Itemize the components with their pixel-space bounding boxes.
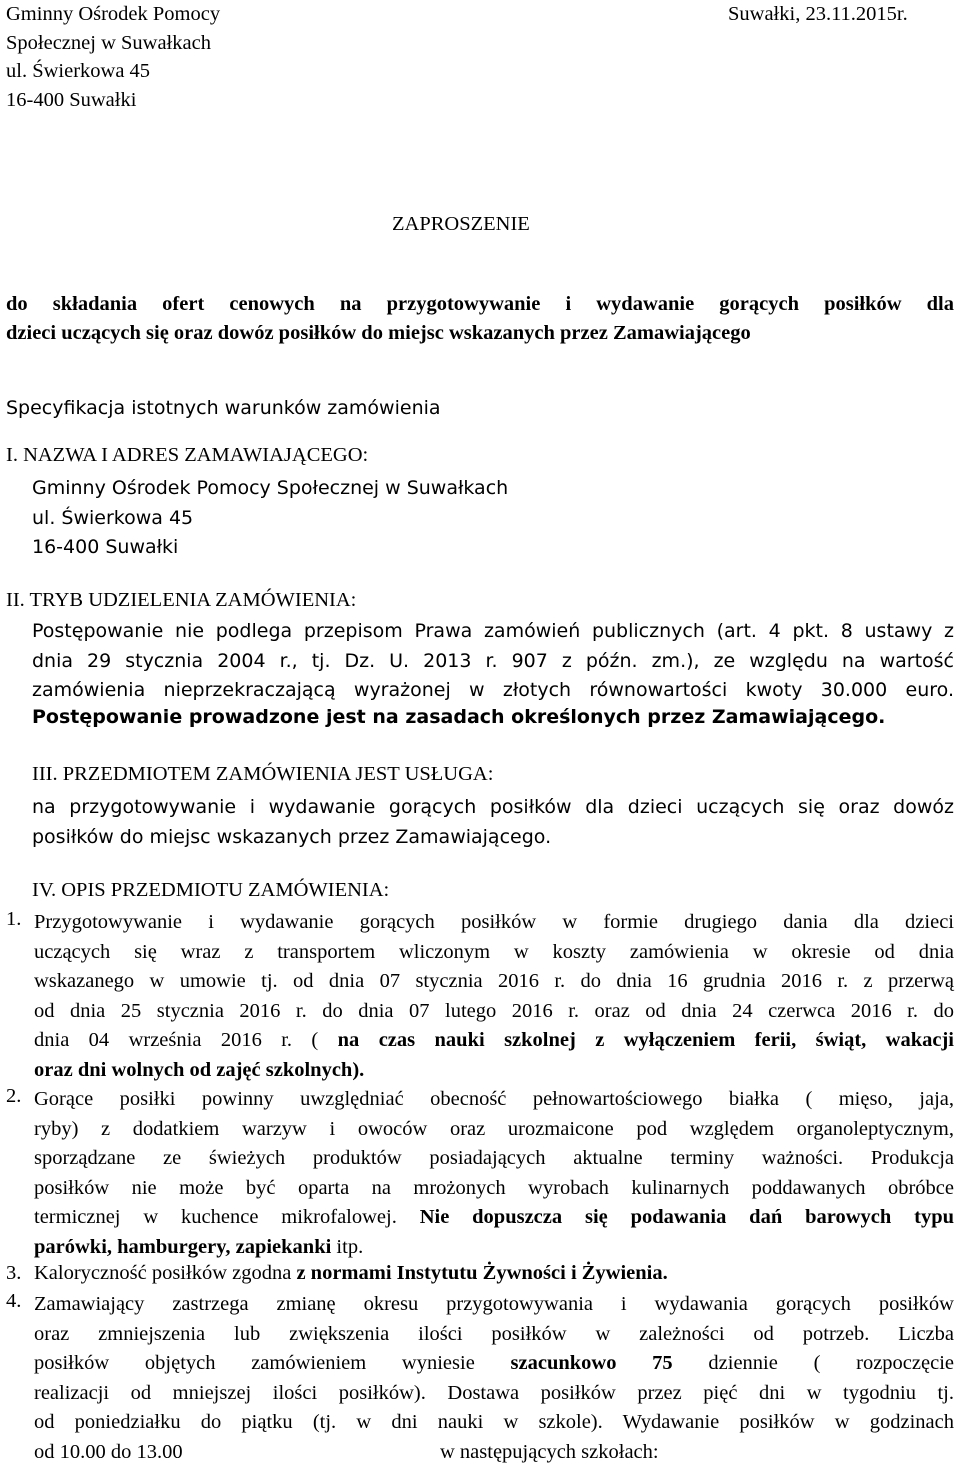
section-3-heading: III. PRZEDMIOTEM ZAMÓWIENIA JEST USŁUGA:: [32, 763, 493, 786]
item-2-body: [34, 1085, 954, 1262]
body-line: [34, 1026, 954, 1056]
body-line: posiłków do miejsc wskazanych przez Zamawiającego.: [32, 823, 954, 853]
place-date: Suwałki, 23.11.2015r.: [728, 0, 908, 29]
sender-address: [6, 0, 220, 114]
body-text: dnia 04 września 2016 r. (: [34, 1029, 318, 1051]
body-line: [34, 1349, 954, 1379]
section-2-heading: II. TRYB UDZIELENIA ZAMÓWIENIA:: [6, 589, 356, 612]
address-line: ul. Świerkowa 45: [32, 504, 508, 534]
sender-line: Gminny Ośrodek Pomocy: [6, 0, 220, 29]
address-line: Gminny Ośrodek Pomocy Społecznej w Suwałkach: [32, 474, 508, 504]
body-text-bold: na czas nauki szkolnej z wyłączeniem ferii, świąt, wakacji: [318, 1029, 954, 1051]
item-4-body: [34, 1290, 954, 1467]
hours-text: od 10.00 do 13.00: [34, 1441, 183, 1463]
body-line: oraz zmniejszenia lub zwiększenia ilości posiłków w zależności od potrzeb. Liczba: [34, 1320, 954, 1350]
item-3-body: [34, 1262, 668, 1285]
address-line: 16-400 Suwałki: [32, 533, 508, 563]
section-1-heading: I. NAZWA I ADRES ZAMAWIAJĄCEGO:: [6, 444, 368, 467]
sender-line: ul. Świerkowa 45: [6, 57, 220, 86]
body-text: posiłków objętych zamówieniem wyniesie: [34, 1352, 511, 1374]
item-3-number: 3.: [6, 1262, 21, 1285]
body-text-bold: z normami Instytutu Żywności i Żywienia.: [291, 1262, 667, 1284]
body-line: oraz dni wolnych od zajęć szkolnych).: [34, 1056, 954, 1086]
section-2-bold-note: Postępowanie prowadzone jest na zasadach określonych przez Zamawiającego.: [32, 706, 885, 728]
body-line: zamówienia nieprzekraczającą wyrażonej w złotych równowartości kwoty 30.000 euro.: [32, 676, 954, 706]
body-line: sporządzane ze świeżych produktów posiadających aktualne terminy ważności. Produkcja: [34, 1144, 954, 1174]
body-line: wskazanego w umowie tj. od dnia 07 stycznia 2016 r. do dnia 16 grudnia 2016 r. z przerwą: [34, 967, 954, 997]
body-line: Przygotowywanie i wydawanie gorących posiłków w formie drugiego dania dla dzieci: [34, 908, 954, 938]
body-text: dziennie ( rozpoczęcie: [673, 1352, 954, 1374]
body-text: itp.: [331, 1236, 363, 1258]
subtitle-line: dzieci uczących się oraz dowóz posiłków do miejsc wskazanych przez Zamawiającego: [6, 319, 751, 348]
body-line: [34, 1233, 954, 1263]
body-line: na przygotowywanie i wydawanie gorących posiłków dla dzieci uczących się oraz dowóz: [32, 793, 954, 823]
document-subtitle: [6, 290, 954, 319]
body-line: Gorące posiłki powinny uwzględniać obecność pełnowartościowego białka ( mięso, jaja,: [34, 1085, 954, 1115]
section-4-heading: IV. OPIS PRZEDMIOTU ZAMÓWIENIA:: [32, 879, 389, 902]
sender-line: 16-400 Suwałki: [6, 86, 220, 115]
section-3-body: [32, 793, 954, 852]
section-1-body: [32, 474, 508, 563]
body-line: uczących się wraz z transportem wliczonym w koszty zamówienia w okresie od dnia: [34, 938, 954, 968]
body-line: Zamawiający zastrzega zmianę okresu przygotowywania i wydawania gorących posiłków: [34, 1290, 954, 1320]
body-text: termicznej w kuchence mikrofalowej.: [34, 1206, 397, 1228]
item-4-number: 4.: [6, 1290, 21, 1313]
item-1-body: [34, 908, 954, 1085]
body-line: [34, 1438, 954, 1467]
body-line: od dnia 25 stycznia 2016 r. do dnia 07 lutego 2016 r. oraz od dnia 24 czerwca 2016 r. do: [34, 997, 954, 1027]
item-1-number: 1.: [6, 908, 21, 931]
body-line: ryby) z dodatkiem warzyw i owoców oraz urozmaicone pod względem organoleptycznym,: [34, 1115, 954, 1145]
body-text: Kaloryczność posiłków zgodna: [34, 1262, 291, 1284]
body-line: [34, 1203, 954, 1233]
schools-intro-text: w następujących szkołach:: [440, 1438, 659, 1467]
section-2-body: [32, 617, 954, 706]
body-line: od poniedziałku do piątku (tj. w dni nauki w szkole). Wydawanie posiłków w godzinach: [34, 1408, 954, 1438]
item-2-number: 2.: [6, 1085, 21, 1108]
subtitle-line: do składania ofert cenowych na przygotowywanie i wydawanie gorących posiłków dla: [6, 290, 954, 319]
body-line: dnia 29 stycznia 2004 r., tj. Dz. U. 2013 r. 907 z późn. zm.), ze względu na wartość: [32, 647, 954, 677]
body-text-bold: Nie dopuszcza się podawania dań barowych typu: [397, 1206, 954, 1228]
body-text-bold: parówki, hamburgery, zapiekanki: [34, 1236, 331, 1258]
body-line: posiłków nie może być oparta na mrożonych wyrobach kulinarnych poddawanych obróbce: [34, 1174, 954, 1204]
sender-line: Społecznej w Suwałkach: [6, 29, 220, 58]
spec-heading: Specyfikacja istotnych warunków zamówienia: [6, 397, 441, 419]
body-line: Postępowanie nie podlega przepisom Prawa zamówień publicznych (art. 4 pkt. 8 ustawy z: [32, 617, 954, 647]
body-text-bold: szacunkowo 75: [511, 1352, 673, 1374]
document-title: ZAPROSZENIE: [392, 213, 530, 236]
body-line: realizacji od mniejszej ilości posiłków). Dostawa posiłków przez pięć dni w tygodniu tj.: [34, 1379, 954, 1409]
